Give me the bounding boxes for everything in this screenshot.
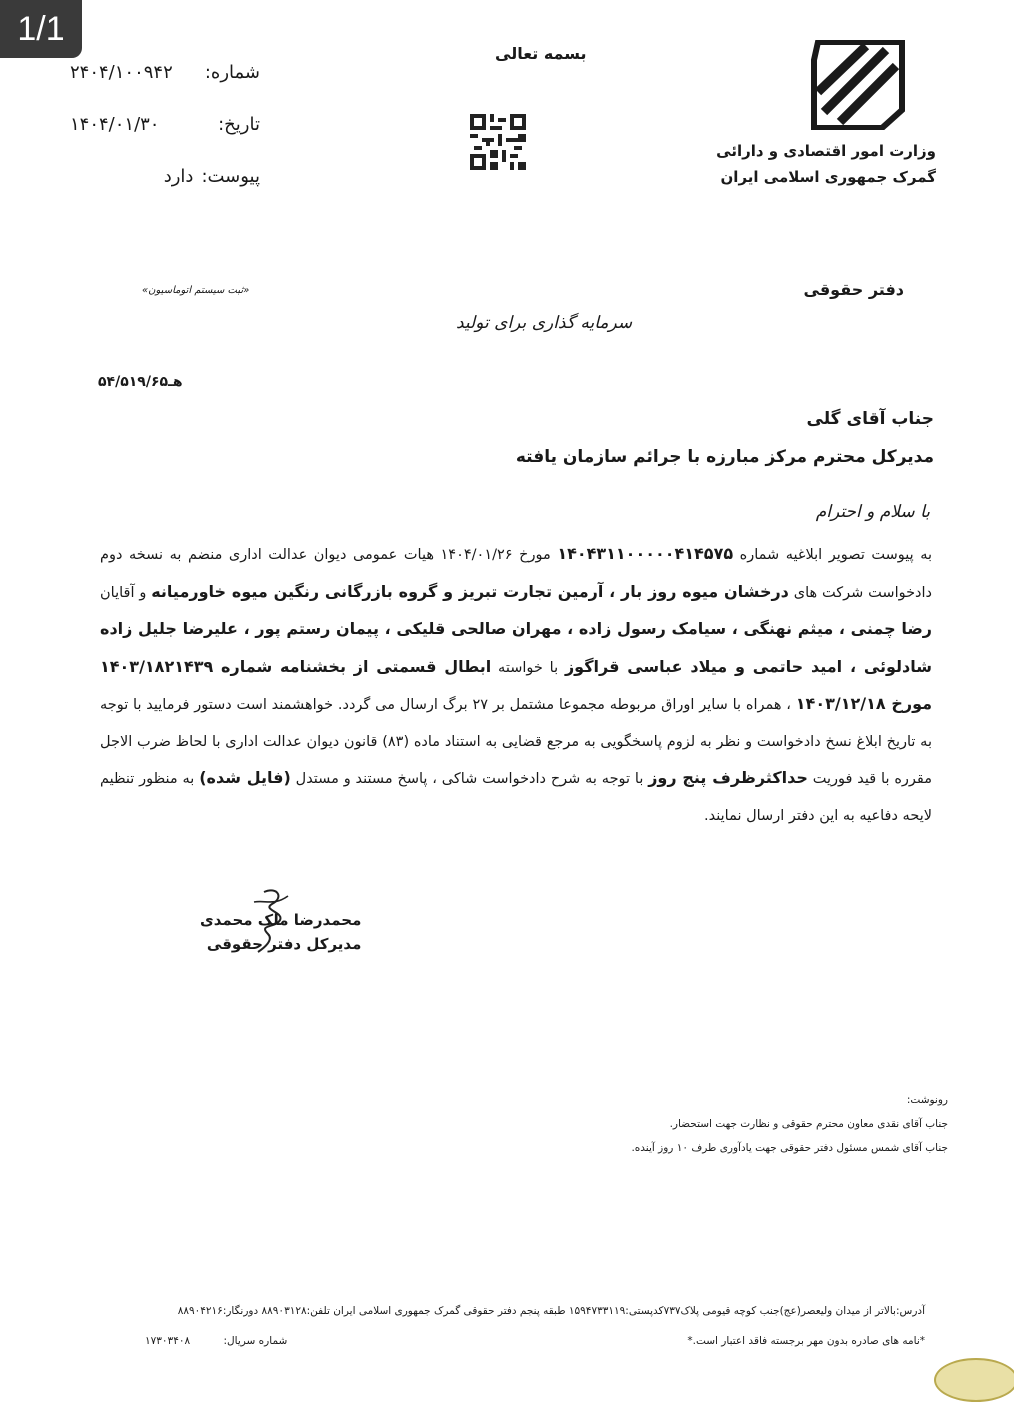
body-text-6: با توجه به شرح دادخواست شاکی ، پاسخ مستند و مستدل [295,771,644,787]
notice-number: ۱۴۰۴۳۱۱۰۰۰۰۰۴۱۴۵۷۵ [557,544,734,563]
letter-date-row [70,98,260,150]
body-text-5: ، همراه با سایر اوراق مربوطه مجموعا مشتمل بر ۲۷ برگ ارسال می گردد. خواهشمند است دستور فرمایید با توجه به تاریخ ابلاغ نسخ دادخواست و نظر به لزوم پاسخگویی به مرجع قضایی به استناد ماده (۸۳) قانون دیوان عدالت اداری با لحاظ ضرب الاجل مقرره با قید فوریت [100,697,933,787]
date-value: ۱۴۰۴/۰۱/۳۰ [70,113,160,135]
cc-block [631,1088,948,1160]
number-value: ۲۴۰۴/۱۰۰۹۴۲ [70,61,173,83]
addressee [516,400,934,476]
system-note: «ثبت سیستم اتوماسیون» [142,285,250,296]
body-text-4: با خواسته [498,659,559,676]
signer-title: مدیرکل دفتر حقوقی [206,935,362,953]
cc-line: جناب آقای شمس مسئول دفتر حقوقی جهت یادآوری طرف ۱۰ روز آینده. [631,1142,948,1154]
signature-block [200,908,361,956]
attachment-label: پیوست: [201,165,260,187]
footer-validity: *نامه های صادره بدون مهر برجسته فاقد اعتبار است.* [687,1335,925,1347]
cc-line: جناب آقای نقدی معاون محترم حقوقی و نظارت جهت استحضار. [669,1118,948,1130]
customs-logo-icon [810,40,906,130]
bismillah: بسمه تعالی [495,44,587,63]
body-text-7: به منظور تنظیم لایحه دفاعیه به این دفتر ارسال نمایند. [100,771,932,824]
greeting: با سلام و احترام [815,502,930,522]
request-text: ابطال قسمتی از بخشنامه شماره ۱۴۰۳/۱۸۲۱۴۳۹ مورخ ۱۴۰۳/۱۲/۱۸ [100,656,933,713]
footer [145,1296,925,1356]
page-indicator: 1/1 [0,0,82,58]
letter-meta [70,46,260,202]
deadline-text: حداکثرظرف پنج روز [648,768,808,787]
qr-code-icon [470,114,526,170]
company-names: درخشان میوه روز بار ، آرمین تجارت تبریز و گروه بازرگانی رنگین میوه خاورمیانه [151,581,789,601]
footer-serial [145,1326,287,1356]
filed-note: (فایل شده) [199,768,291,787]
reference-number: هـ۵۴/۵۱۹/۶۵ [98,374,183,390]
letter-number-row [70,46,260,98]
cc-label: رونوشت: [906,1094,948,1106]
signer-name: محمدرضا ملک محمدی [200,911,362,929]
date-label: تاریخ: [218,113,260,135]
body-text-1: به پیوست تصویر ابلاغیه شماره [739,547,933,563]
attachment-value: دارد [163,165,194,187]
attachment-row [70,150,260,202]
slogan: سرمایه گذاری برای تولید [456,313,633,333]
serial-value: ۱۷۳۰۳۴۰۸ [145,1335,191,1347]
person-names: رضا چمنی ، میثم نهنگی ، سیامک رسول زاده ، مهران صالحی قلیکی ، پیمان رستم پور ، علیرضا جلیل زاده شادلوئی ، امید حاتمی و میلاد عباسی قراگوز [100,619,933,676]
number-label: شماره: [204,61,260,83]
office-name: دفتر حقوقی [803,280,904,299]
ministry-block [716,138,936,190]
stamp-edge [934,1358,1014,1402]
addressee-name: جناب آقای گلی [806,409,934,429]
footer-address: آدرس:بالاتر از میدان ولیعصر(عج)جنب کوچه قیومی پلاک۷۳۷کدپستی:۱۵۹۴۷۳۳۱۱۹ طبقه پنجم دفتر حقوقی گمرک جمهوری اسلامی ایران تلفن:۸۸۹۰۳۱۲۸ دورنگار:۸۸۹۰۴۲۱۶ [177,1305,925,1317]
letter-body [100,536,932,834]
body-text-2: مورخ ۱۴۰۴/۰۱/۲۶ هیات عمومی دیوان عدالت اداری منضم به نسخه دوم دادخواست شرکت های [100,547,932,601]
footer-row [145,1326,925,1356]
customs-name: گمرک جمهوری اسلامی ایران [720,168,936,186]
ministry-name: وزارت امور اقتصادی و دارائی [716,142,936,160]
serial-label: شماره سریال: [223,1335,288,1347]
body-text-3: و آقایان [100,584,147,601]
addressee-title: مدیرکل محترم مرکز مبارزه با جرائم سازمان یافته [515,447,934,467]
